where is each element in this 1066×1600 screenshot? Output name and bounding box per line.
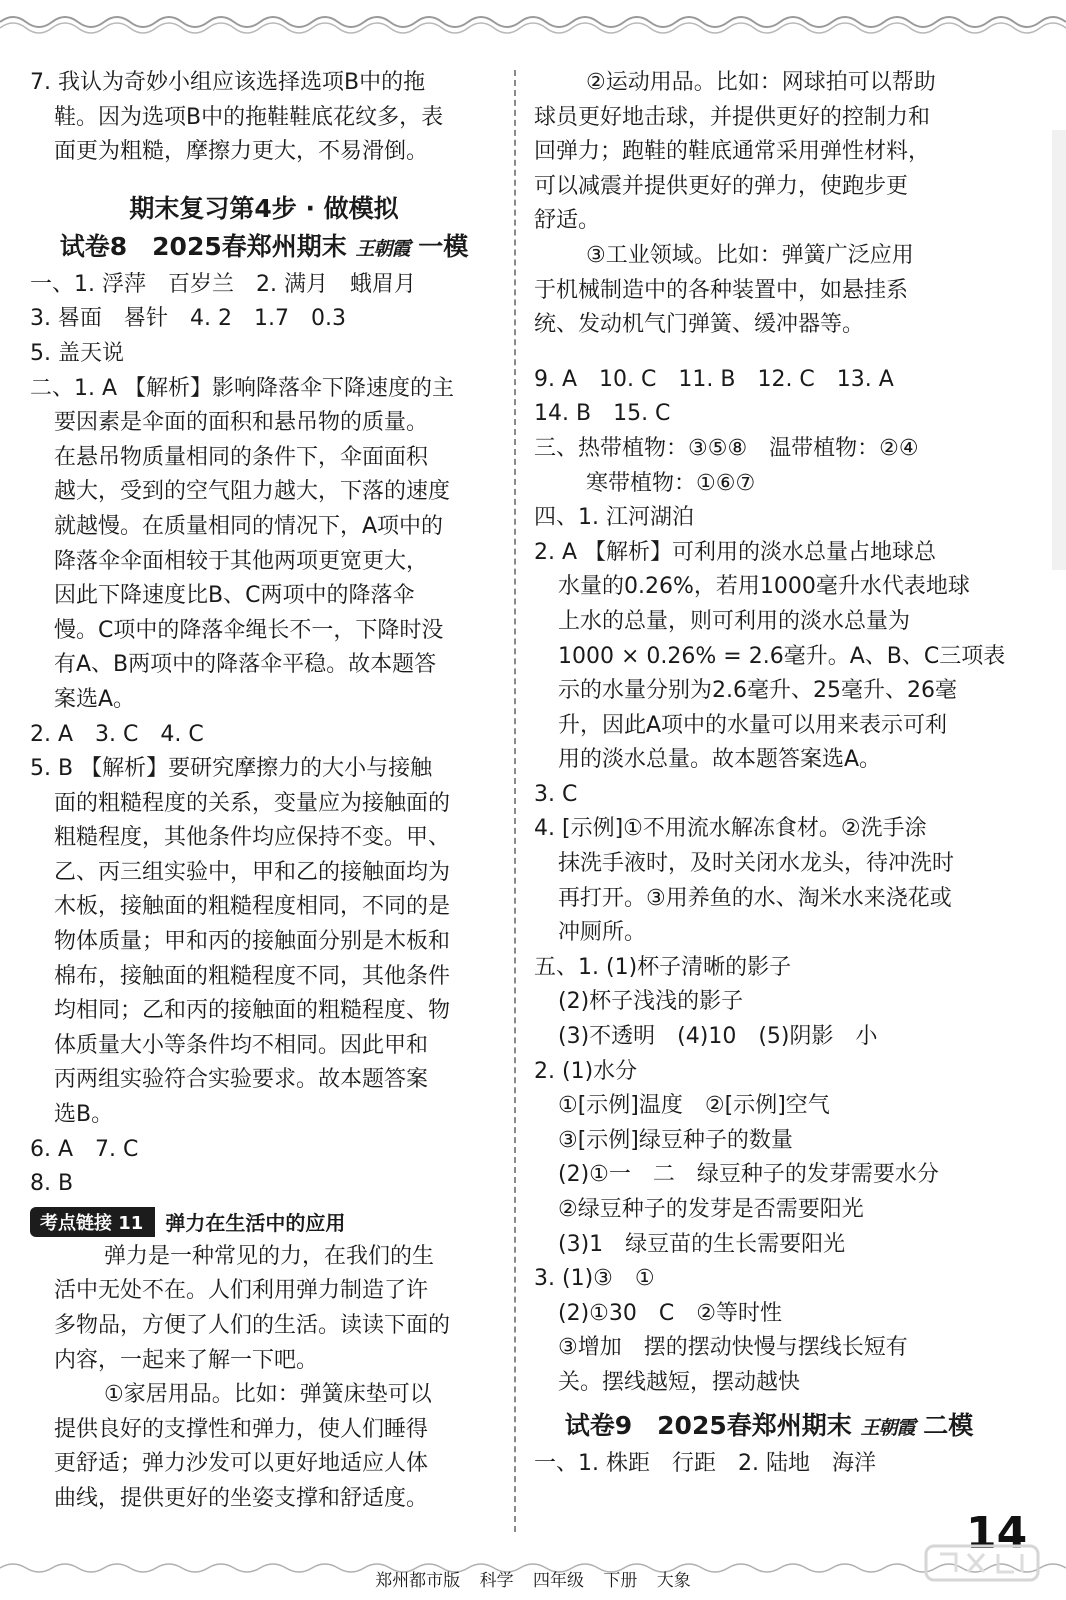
answer-line: 木板，接触面的粗糙程度相同，不同的是: [54, 894, 451, 920]
answer-line: 降落伞伞面相较于其他两项更宽更大，: [54, 548, 429, 574]
answer-line: 水量的0.26%，若用1000毫升水代表地球: [558, 574, 970, 600]
exam-9-title-suffix: 二模: [923, 1410, 974, 1440]
reading-line: 于机械制造中的各种装置中，如悬挂系: [534, 277, 909, 303]
answer-line: 示的水量分别为2.6毫升、25毫升、26毫: [558, 678, 957, 704]
answer-line: 2. (1)水分: [534, 1058, 638, 1084]
answer-line: 冲厕所。: [558, 920, 647, 946]
answer-line: 2. A 【解析】可利用的淡水总量占地球总: [534, 539, 937, 565]
reading-line: 曲线，提供更好的坐姿支撑和舒适度。: [54, 1485, 429, 1511]
reading-line: 更舒适；弹力沙发可以更好地适应人体: [54, 1451, 429, 1477]
watermark-icon: [922, 1540, 1042, 1586]
answer-line: (2)①一 二 绿豆种子的发芽需要水分: [558, 1162, 939, 1188]
answer-line: 14. B 15. C: [534, 401, 671, 427]
answer-line: 选B。: [54, 1102, 114, 1128]
answer-line: 越大，受到的空气阻力越大，下落的速度: [54, 479, 451, 505]
answer-line: (3)1 绿豆苗的生长需要阳光: [558, 1231, 846, 1257]
column-divider: [514, 70, 516, 1532]
reading-line: 多物品，方便了人们的生活。读读下面的: [54, 1313, 451, 1338]
answer-line: ①[示例]温度 ②[示例]空气: [558, 1093, 830, 1119]
answer-line: 一、1. 浮萍 百岁兰 2. 满月 蛾眉月: [30, 271, 416, 297]
answer-line: 1000 × 0.26% = 2.6毫升。A、B、C三项表: [558, 643, 1006, 669]
reading-line: 回弹力；跑鞋的鞋底通常采用弹性材料，: [534, 139, 931, 165]
kaodian-title: 弹力在生活中的应用: [165, 1211, 346, 1236]
reading-line: 提供良好的支撑性和弹力，使人们睡得: [54, 1416, 429, 1442]
answer-line: 3. 晷面 晷针 4. 2 1.7 0.3: [30, 306, 346, 332]
answer-line: 五、1. (1)杯子清晰的影子: [534, 954, 792, 980]
section-gap: [534, 343, 1004, 363]
answer-line: 案选A。: [54, 686, 136, 712]
step-title: 期末复习第4步 · 做模拟: [129, 193, 399, 223]
answer-line: 一、1. 株距 行距 2. 陆地 海洋: [534, 1450, 876, 1476]
answer-line: 要因素是伞面的面积和悬吊物的质量。: [54, 410, 429, 436]
reading-line: 可以减震并提供更好的弹力，使跑步更: [534, 173, 909, 199]
answer-line: 寒带植物：①⑥⑦: [586, 470, 756, 496]
reading-line: 活中无处不在。人们利用弹力制造了许: [54, 1278, 429, 1304]
left-column: [30, 66, 498, 1517]
page-footer: 郑州都市版 科学 四年级 下册 大象: [375, 1571, 691, 1591]
right-column: [534, 66, 1004, 1481]
brand-logo: 王朝霞: [860, 1416, 915, 1439]
answer-line: 3. (1)③ ①: [534, 1266, 655, 1292]
reading-line: 统、发动机气门弹簧、缓冲器等。: [534, 312, 865, 338]
answer-line: 慢。C项中的降落伞绳长不一，下降时没: [54, 617, 444, 643]
answer-line: 粗糙程度，其他条件均应保持不变。甲、: [54, 825, 451, 851]
answer-line: (3)不透明 (4)10 (5)阴影 小: [558, 1024, 878, 1050]
answer-line: 鞋。因为选项B中的拖鞋鞋底花纹多，表: [54, 104, 444, 130]
reading-line: 弹力是一种常见的力，在我们的生: [104, 1243, 435, 1269]
answer-line: 棉布，接触面的粗糙程度不同，其他条件: [54, 963, 451, 989]
answer-line: 再打开。③用养鱼的水、淘米水来浇花或: [558, 885, 952, 911]
answer-line: 体质量大小等条件均不相同。因此甲和: [54, 1032, 429, 1058]
reading-line: 球员更好地击球，并提供更好的控制力和: [534, 104, 931, 130]
answer-line: 面更为粗糙，摩擦力更大，不易滑倒。: [54, 139, 429, 165]
exam-9-title: [534, 1407, 1004, 1447]
answer-line: 均相同；乙和丙的接触面的粗糙程度、物: [54, 998, 451, 1024]
answer-line: 就越慢。在质量相同的情况下，A项中的: [54, 513, 444, 539]
answer-line: 升，因此A项中的水量可以用来表示可利: [558, 712, 948, 738]
answer-line: ③[示例]绿豆种子的数量: [558, 1127, 793, 1153]
answer-line: 9. A 10. C 11. B 12. C 13. A: [534, 366, 894, 392]
answer-line: 二、1. A 【解析】影响降落伞下降速度的主: [30, 375, 455, 401]
answer-line: 有A、B两项中的降落伞平稳。故本题答: [54, 652, 437, 678]
reading-line: 舒适。: [534, 208, 601, 234]
answer-line: 5. 盖天说: [30, 340, 124, 366]
answer-line: 丙两组实验符合实验要求。故本题答案: [54, 1067, 429, 1093]
kaodian-tag: 考点链接 11: [30, 1207, 155, 1237]
answer-line: 上水的总量，则可利用的淡水总量为: [558, 608, 911, 634]
answer-line: 四、1. 江河湖泊: [534, 505, 694, 531]
answer-line: 4. [示例]①不用流水解冻食材。②洗手涂: [534, 816, 927, 842]
exam-9-title-text: 试卷9 2025春郑州期末: [564, 1410, 852, 1440]
answer-line: 面的粗糙程度的关系，变量应为接触面的: [54, 790, 451, 816]
answer-line: 因此下降速度比B、C两项中的降落伞: [54, 583, 415, 609]
page-edge-shadow: [1052, 130, 1066, 570]
kaodian-link-banner: [30, 1206, 498, 1238]
answer-line: 8. B: [30, 1171, 74, 1197]
answer-line: 抹洗手液时，及时关闭水龙头，待冲洗时: [558, 851, 955, 877]
exam-8-title-suffix: 一模: [418, 231, 469, 261]
answer-line: 3. C: [534, 781, 578, 807]
reading-line: ①家居用品。比如：弹簧床垫可以: [104, 1382, 432, 1408]
answer-line: (2)①30 C ②等时性: [558, 1300, 782, 1326]
answer-line: 关。摆线越短，摆动越快: [558, 1369, 801, 1395]
reading-line: ②运动用品。比如：网球拍可以帮助: [586, 70, 936, 95]
answer-line: ②绿豆种子的发芽是否需要阳光: [558, 1197, 864, 1222]
answer-line: 乙、丙三组实验中，甲和乙的接触面均为: [54, 859, 451, 885]
answer-line: ③增加 摆的摆动快慢与摆线长短有: [558, 1335, 908, 1361]
answer-line: 物体质量；甲和丙的接触面分别是木板和: [54, 929, 451, 955]
reading-line: 内容，一起来了解一下吧。: [54, 1347, 319, 1373]
page-number: 14: [966, 1508, 1028, 1559]
reading-line: ③工业领域。比如：弹簧广泛应用: [586, 242, 914, 268]
exam-8-title: [30, 228, 498, 268]
answer-line: 6. A 7. C: [30, 1136, 139, 1162]
exam-8-title-text: 试卷8 2025春郑州期末: [59, 231, 347, 261]
answer-line: (2)杯子浅浅的影子: [558, 989, 744, 1015]
answer-line: 三、热带植物：③⑤⑧ 温带植物：②④: [534, 435, 919, 461]
answer-line: 2. A 3. C 4. C: [30, 721, 204, 747]
answer-line: 7. 我认为奇妙小组应该选择选项B中的拖: [30, 70, 426, 95]
answer-line: 5. B 【解析】要研究摩擦力的大小与接触: [30, 756, 433, 782]
answer-line: 在悬吊物质量相同的条件下，伞面面积: [54, 444, 429, 470]
top-wave-border: [0, 8, 1066, 38]
answer-line: 用的淡水总量。故本题答案选A。: [558, 747, 882, 773]
brand-logo: 王朝霞: [355, 237, 410, 260]
